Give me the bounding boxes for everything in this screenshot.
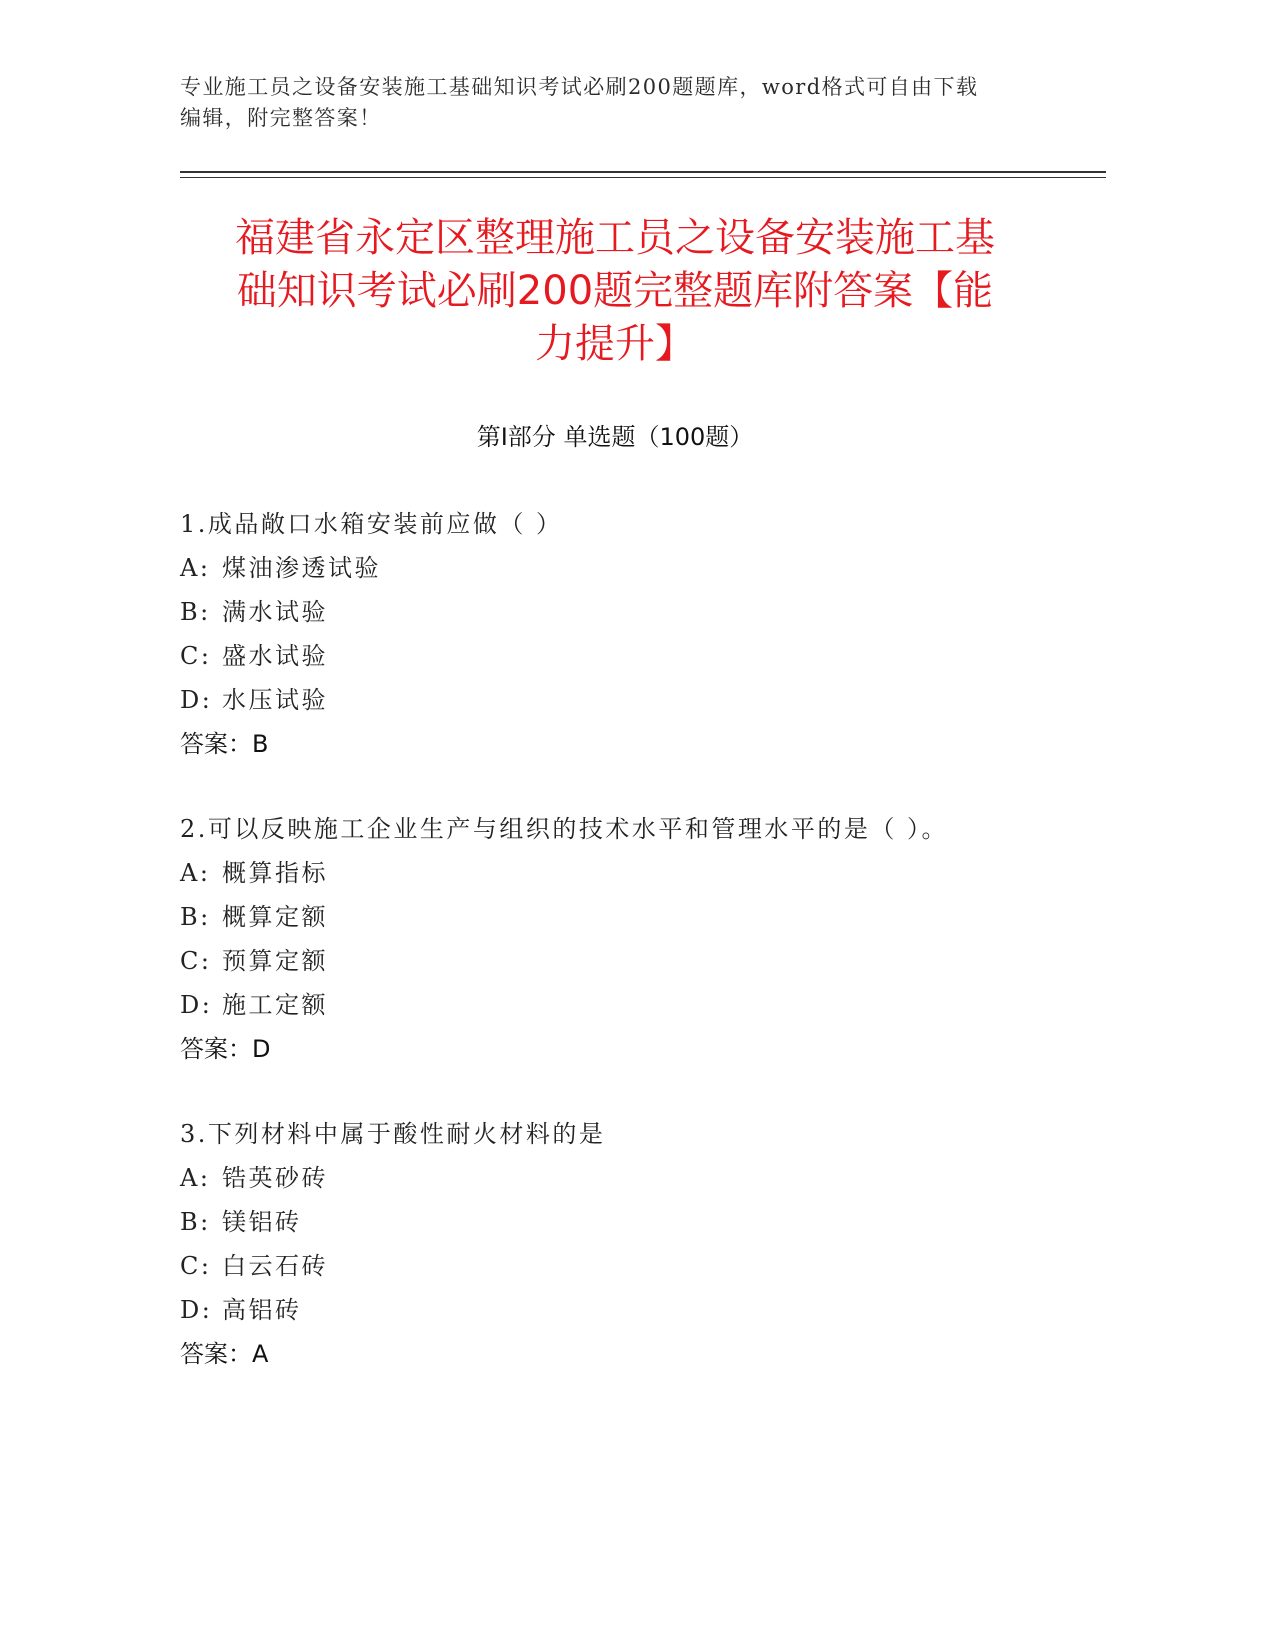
option-text: 预算定额 [222, 947, 328, 975]
option-c [180, 1244, 1080, 1288]
title-line-2: 础知识考试必刷200题完整题库附答案【能 [236, 268, 994, 314]
document-title [180, 212, 1050, 371]
option-text: 镁铝砖 [222, 1208, 302, 1236]
option-letter: D: [180, 686, 213, 714]
option-letter: C: [180, 642, 212, 670]
question-block [180, 502, 1080, 766]
question-block [180, 1112, 1080, 1376]
option-letter: D: [180, 991, 213, 1019]
question-stem: 1.成品敞口水箱安装前应做（ ） [180, 510, 563, 538]
option-text: 水压试验 [222, 686, 328, 714]
option-text: 满水试验 [222, 598, 328, 626]
option-letter: C: [180, 947, 212, 975]
option-a [180, 1156, 1080, 1200]
header-line-2: 编辑，附完整答案！ [180, 106, 382, 130]
option-b [180, 590, 1080, 634]
title-line-3: 力提升】 [535, 321, 695, 367]
option-text: 概算指标 [222, 859, 328, 887]
option-d [180, 983, 1080, 1027]
question-stem: 2.可以反映施工企业生产与组织的技术水平和管理水平的是（ ）。 [180, 815, 949, 843]
option-letter: A: [180, 554, 211, 582]
option-letter: D: [180, 1296, 213, 1324]
document-header [180, 72, 1030, 134]
answer-line: 答案：B [180, 730, 269, 758]
question-stem: 3.下列材料中属于酸性耐火材料的是 [180, 1120, 606, 1148]
title-line-1: 福建省永定区整理施工员之设备安装施工基 [235, 215, 995, 261]
option-d [180, 1288, 1080, 1332]
option-letter: B: [180, 598, 211, 626]
option-text: 高铝砖 [222, 1296, 302, 1324]
section-heading: 第Ⅰ部分 单选题（100题） [476, 423, 754, 451]
option-a [180, 851, 1080, 895]
option-d [180, 678, 1080, 722]
option-letter: C: [180, 1252, 212, 1280]
option-text: 概算定额 [222, 903, 328, 931]
option-text: 锆英砂砖 [222, 1164, 328, 1192]
header-divider-thick [180, 171, 1106, 173]
option-letter: B: [180, 1208, 211, 1236]
header-divider-thin [180, 177, 1106, 178]
option-b [180, 1200, 1080, 1244]
question-block [180, 807, 1080, 1071]
option-a [180, 546, 1080, 590]
option-c [180, 939, 1080, 983]
option-text: 煤油渗透试验 [222, 554, 381, 582]
option-letter: A: [180, 859, 211, 887]
answer-line: 答案：D [180, 1035, 271, 1063]
option-text: 白云石砖 [222, 1252, 328, 1280]
option-letter: A: [180, 1164, 211, 1192]
option-letter: B: [180, 903, 211, 931]
option-text: 盛水试验 [222, 642, 328, 670]
option-text: 施工定额 [222, 991, 328, 1019]
option-c [180, 634, 1080, 678]
header-line-1: 专业施工员之设备安装施工基础知识考试必刷200题题库，word格式可自由下载 [180, 75, 979, 99]
option-b [180, 895, 1080, 939]
answer-line: 答案：A [180, 1340, 269, 1368]
